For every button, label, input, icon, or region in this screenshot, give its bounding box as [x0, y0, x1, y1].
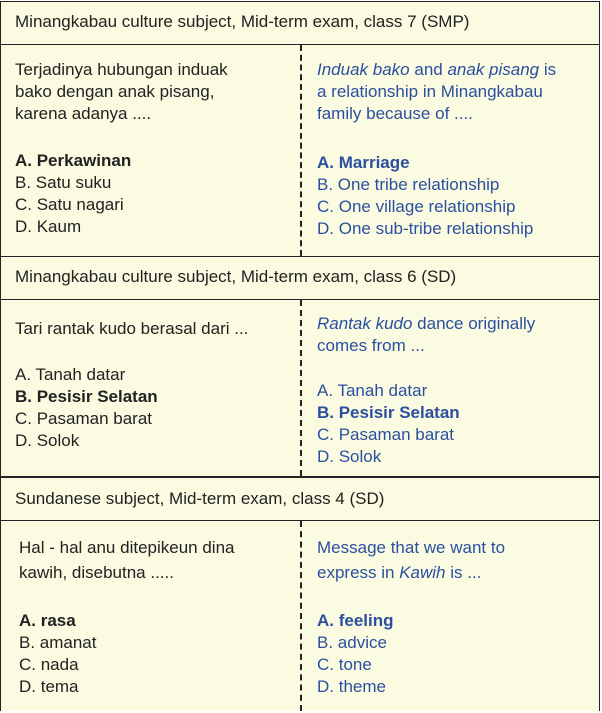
question-line: kawih, disebutna .....	[19, 563, 174, 582]
question-line: Hal - hal anu ditepikeun dina	[19, 538, 235, 557]
english-translation-2	[317, 313, 535, 468]
answer-option: C. One village relationship	[317, 197, 516, 216]
answer-option: B. One tribe relationship	[317, 175, 500, 194]
exam-comparison-table	[0, 1, 600, 711]
answer-option: D. tema	[19, 677, 79, 696]
indonesian-question-2	[15, 318, 248, 452]
section-body-3	[0, 520, 600, 711]
answer-option: C. tone	[317, 655, 372, 674]
italic-term: anak pisang	[447, 60, 540, 79]
answer-option: D. theme	[317, 677, 386, 696]
indonesian-question-1	[15, 59, 228, 238]
text-span: express in	[317, 563, 400, 582]
answer-option: D. Kaum	[15, 217, 82, 236]
question-line: Terjadinya hubungan induak	[15, 60, 228, 79]
correct-answer: A. Perkawinan	[15, 151, 132, 170]
section-header-1	[0, 1, 600, 44]
column-divider	[300, 521, 302, 711]
question-line: karena adanya ....	[15, 104, 152, 123]
indonesian-question-3	[19, 537, 234, 698]
section-title-2: Minangkabau culture subject, Mid-term exam, class 6 (SD)	[15, 267, 457, 286]
correct-answer: A. feeling	[317, 611, 394, 630]
section-title-1: Minangkabau culture subject, Mid-term exam, class 7 (SMP)	[15, 12, 470, 31]
answer-option: D. Solok	[15, 431, 80, 450]
column-divider	[300, 300, 302, 476]
answer-option: B. advice	[317, 633, 387, 652]
text-span: and	[409, 60, 448, 79]
italic-term: Induak bako	[317, 60, 410, 79]
translation-line: a relationship in Minangkabau	[317, 82, 543, 101]
section-body-2	[0, 299, 600, 477]
answer-option: B. amanat	[19, 633, 97, 652]
answer-option: D. Solok	[317, 447, 382, 466]
italic-term: Kawih	[399, 563, 446, 582]
text-span: is	[539, 60, 557, 79]
question-line: bako dengan anak pisang,	[15, 82, 215, 101]
translation-line	[317, 313, 535, 335]
column-divider	[300, 45, 302, 256]
translation-line: family because of ....	[317, 104, 473, 123]
italic-term: Rantak kudo	[317, 314, 413, 333]
correct-answer: B. Pesisir Selatan	[317, 403, 460, 422]
answer-option: B. Satu suku	[15, 173, 112, 192]
translation-line: comes from ...	[317, 336, 425, 355]
section-title-3: Sundanese subject, Mid-term exam, class 4 (SD)	[15, 489, 385, 508]
translation-line	[317, 59, 556, 81]
text-span: dance originally	[412, 314, 536, 333]
correct-answer: B. Pesisir Selatan	[15, 387, 158, 406]
answer-option: A. Tanah datar	[15, 365, 126, 384]
text-span: is ...	[445, 563, 482, 582]
correct-answer: A. rasa	[19, 611, 76, 630]
answer-option: C. Satu nagari	[15, 195, 124, 214]
question-line: Tari rantak kudo berasal dari ...	[15, 319, 249, 338]
answer-option: D. One sub-tribe relationship	[317, 219, 534, 238]
translation-line	[317, 562, 505, 584]
english-translation-3	[317, 537, 505, 698]
answer-option: A. Tanah datar	[317, 381, 428, 400]
answer-option: C. Pasaman barat	[15, 409, 153, 428]
answer-option: C. nada	[19, 655, 79, 674]
answer-option: C. Pasaman barat	[317, 425, 455, 444]
section-header-2	[0, 256, 600, 300]
section-body-1	[0, 44, 600, 257]
correct-answer: A. Marriage	[317, 153, 410, 172]
translation-line: Message that we want to	[317, 538, 506, 557]
english-translation-1	[317, 59, 556, 240]
section-header-3	[0, 477, 600, 521]
